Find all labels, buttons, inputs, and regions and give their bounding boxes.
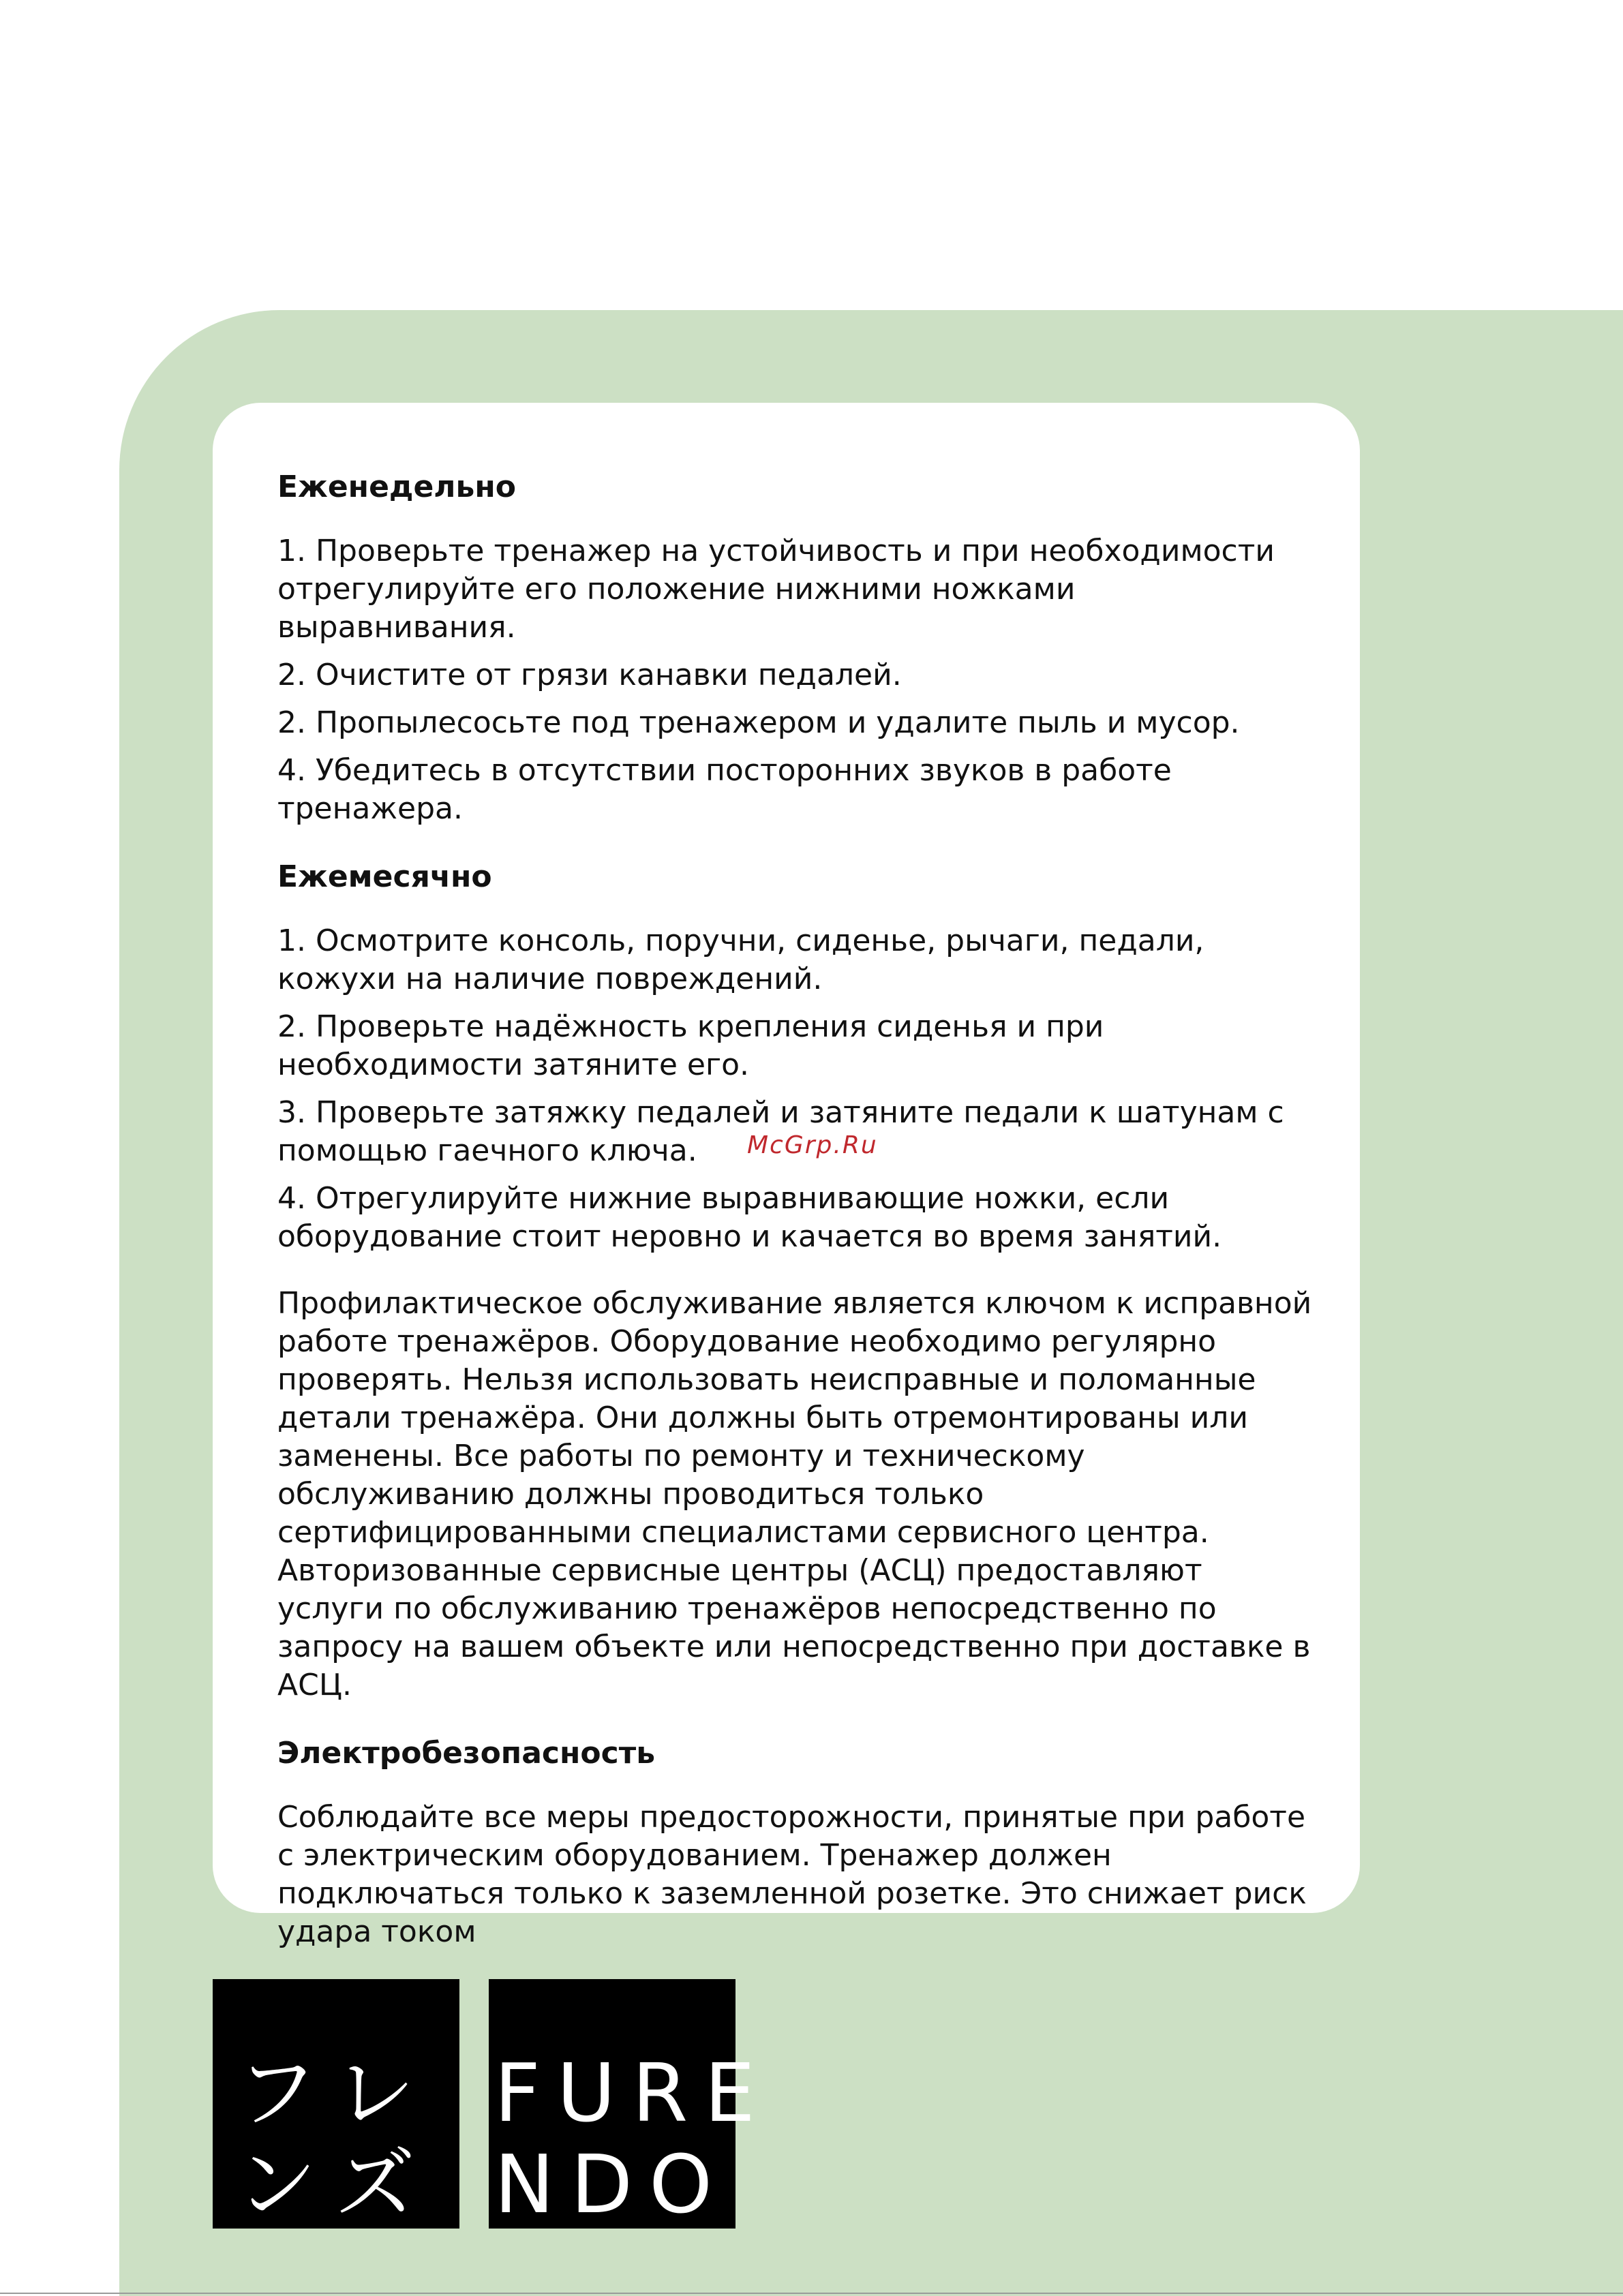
weekly-item: 2. Очистите от грязи канавки педалей. [277, 658, 902, 692]
logo-wordmark-line1: FURE [494, 2046, 772, 2140]
page-bottom-rule [0, 2293, 1623, 2294]
weekly-item: 4. Убедитесь в отсутствии посторонних звуков в работе тренажера. [277, 753, 1172, 826]
maintenance-paragraph: Профилактическое обслуживание является ключом к исправной работе тренажёров. Оборудование необходимо регулярно проверять. Нельзя использовать неисправные и поломанные детали тренажёра. Они должны быть отремонтированы или заменены. Все работы по ремонту и техническому обслуживанию должны проводиться только сертифицированными специалистами сервисного центра. Авторизованные сервисные центры (АСЦ) предоставляют услуги по обслуживанию тренажёров непосредственно по запросу на вашем объекте или непосредственно при доставке в АСЦ. [277, 1286, 1312, 1702]
weekly-heading: Еженедельно [277, 470, 516, 504]
monthly-item: 2. Проверьте надёжность крепления сиденья и при необходимости затяните его. [277, 1009, 1104, 1082]
logo-wordmark-block [489, 1979, 772, 2231]
monthly-item: 1. Осмотрите консоль, поручни, сиденье, рычаги, педали, кожухи на наличие повреждений. [277, 923, 1204, 996]
logo-katakana-line2: ンズ [236, 2137, 436, 2231]
electrical-safety-heading: Электробезопасность [277, 1736, 656, 1771]
monthly-heading: Ежемесячно [277, 859, 492, 894]
weekly-item: 1. Проверьте тренажер на устойчивость и при необходимости отрегулируйте его положение нижними ножками выравнивания. [277, 534, 1275, 645]
logo-katakana-block [213, 1979, 459, 2229]
weekly-item: 2. Пропылесосьте под тренажером и удалите пыль и мусор. [277, 705, 1240, 740]
monthly-item: 3. Проверьте затяжку педалей и затяните педали к шатунам с помощью гаечного ключа. [277, 1095, 1284, 1168]
monthly-item: 4. Отрегулируйте нижние выравнивающие ножки, если оборудование стоит неровно и качается во время занятий. [277, 1181, 1222, 1254]
logo-katakana-line1: フレ [237, 2046, 436, 2140]
electrical-safety-paragraph: Соблюдайте все меры предосторожности, принятые при работе с электрическим оборудованием. Тренажер должен подключаться только к заземленной розетке. Это снижает риск удара током [277, 1800, 1307, 1949]
watermark: McGrp.Ru [747, 1131, 878, 1159]
manual-text [277, 467, 1314, 1961]
logo-wordmark-line2: NDO [494, 2137, 729, 2231]
